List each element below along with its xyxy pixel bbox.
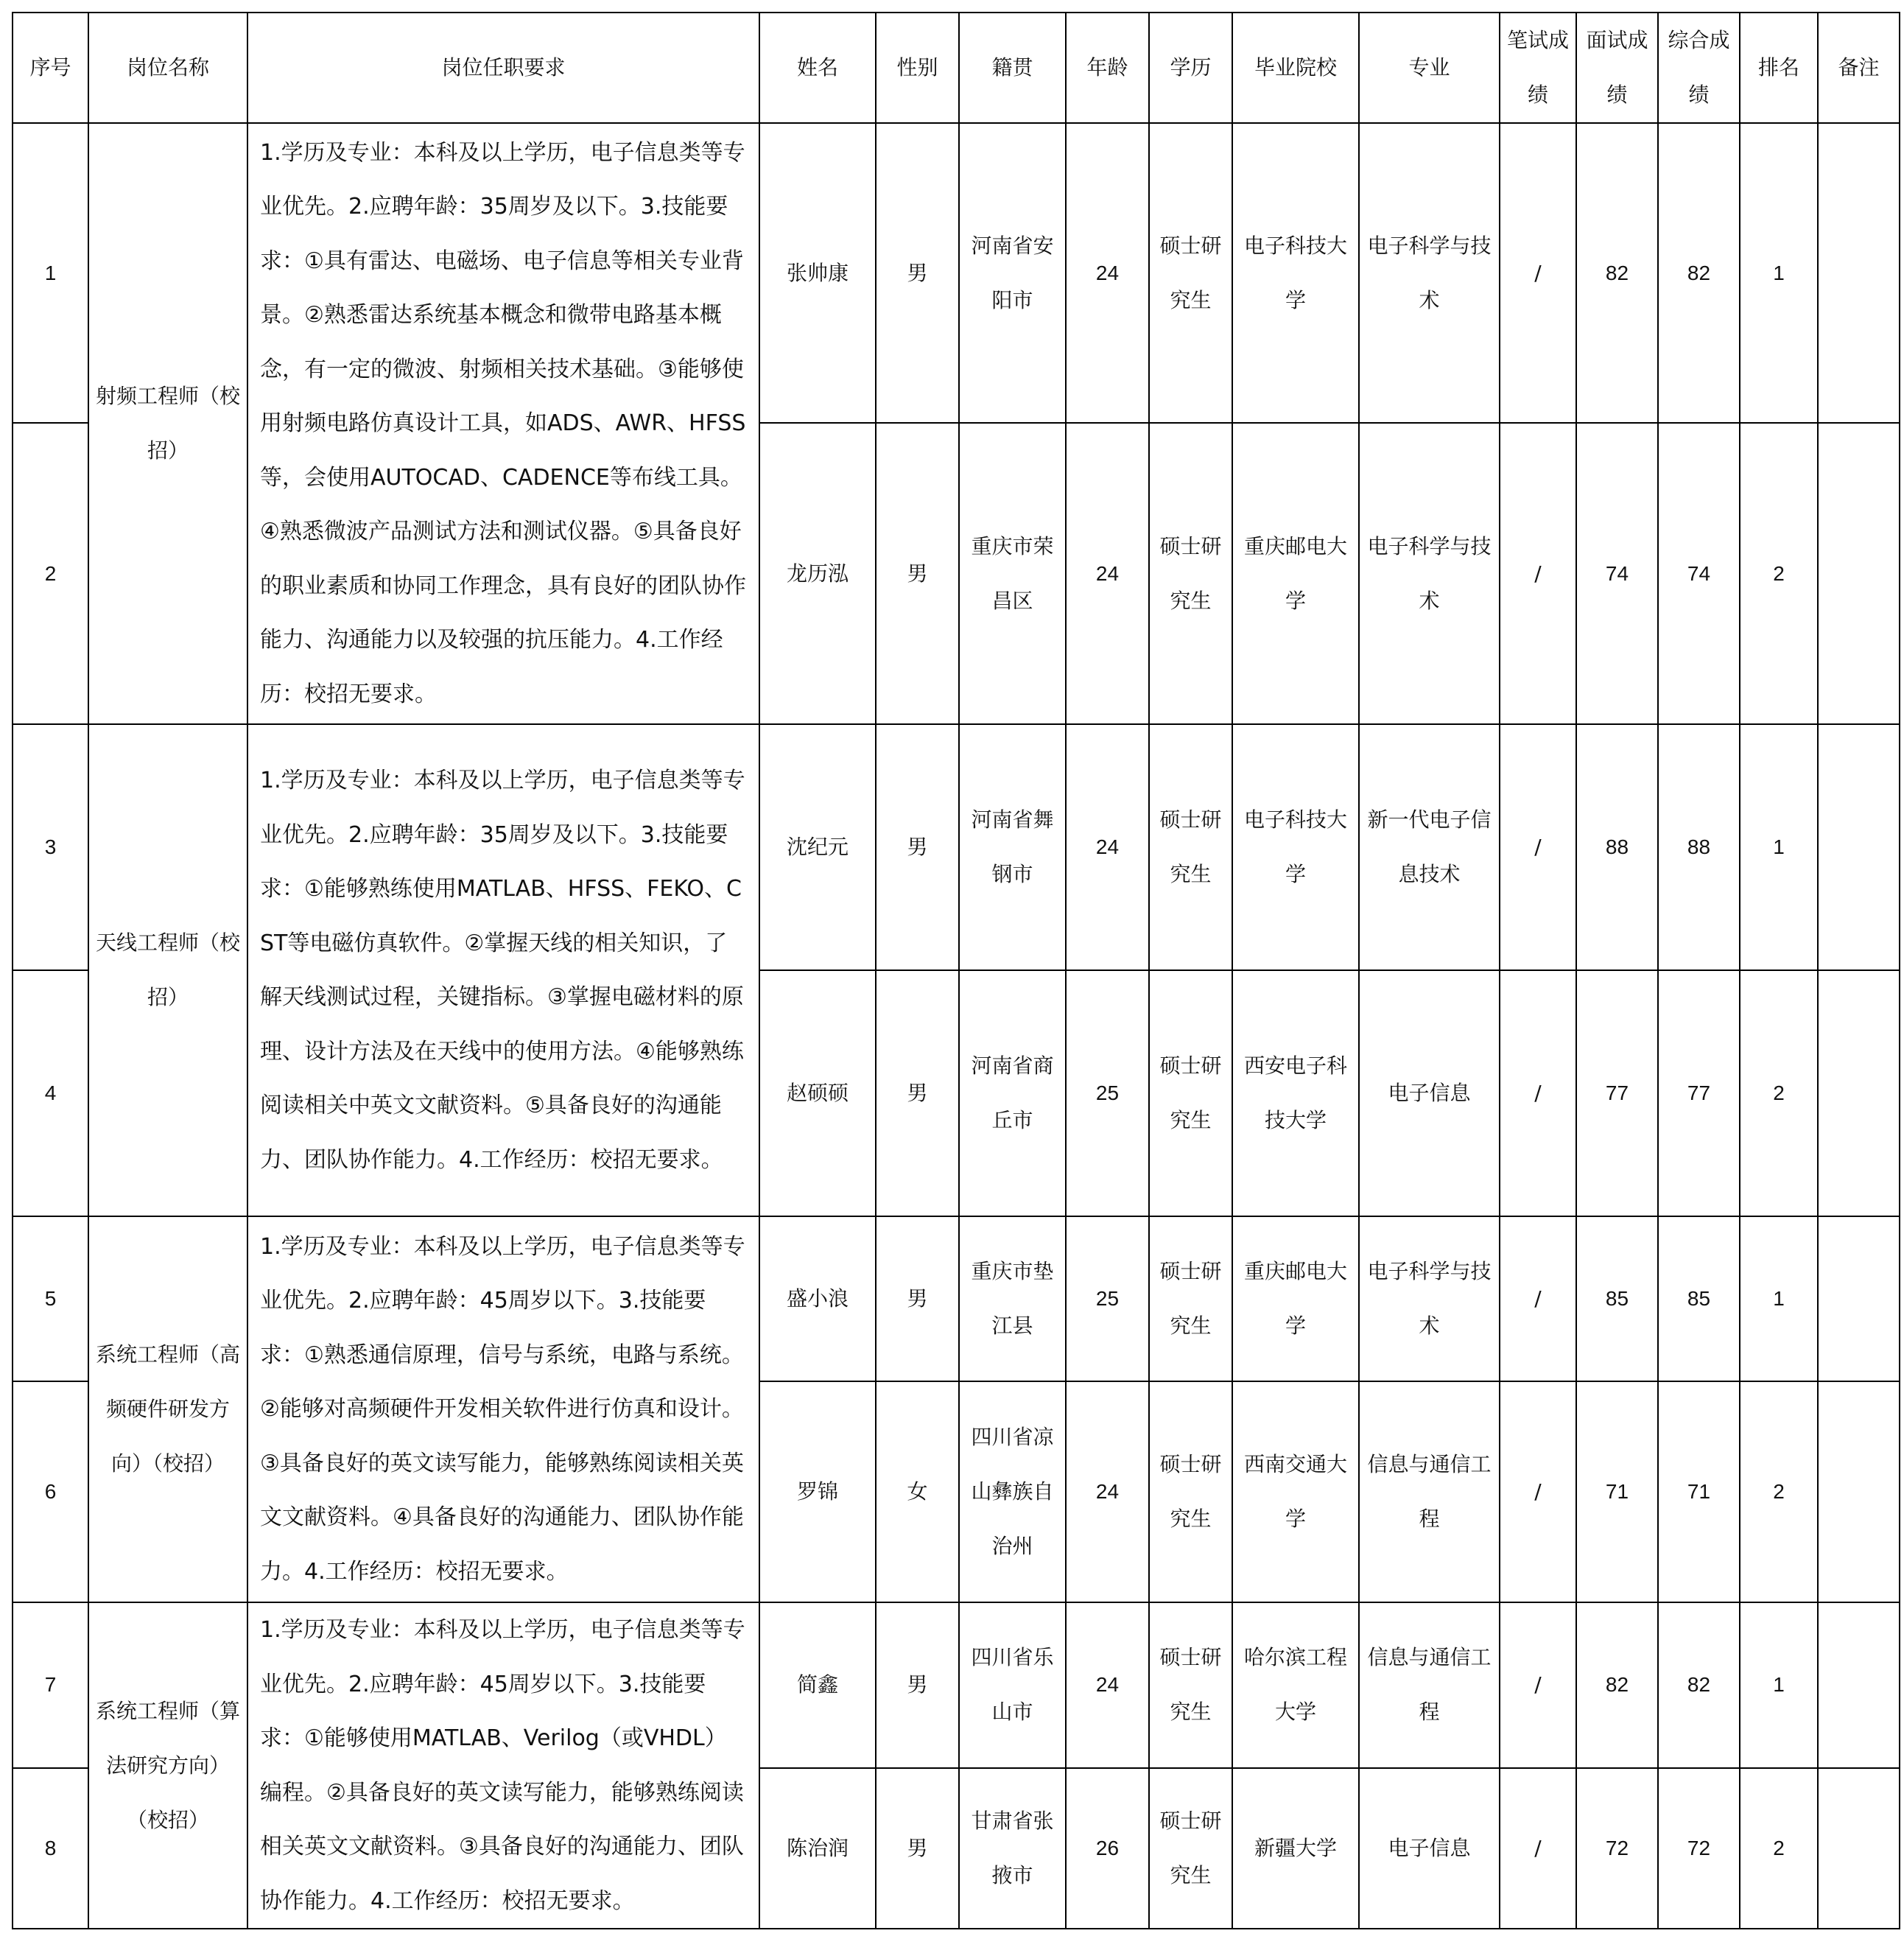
header-age: 年龄 (1066, 13, 1149, 123)
cell-education: 硕士研究生 (1149, 724, 1232, 970)
cell-rank: 1 (1740, 123, 1818, 423)
table-row (13, 724, 1900, 970)
cell-gender: 男 (876, 724, 959, 970)
cell-school: 重庆邮电大学 (1232, 423, 1359, 724)
cell-rank: 2 (1740, 423, 1818, 724)
cell-major: 信息与通信工程 (1359, 1602, 1500, 1768)
cell-gender: 男 (876, 1216, 959, 1381)
cell-rank: 2 (1740, 1768, 1818, 1929)
cell-interview: 72 (1576, 1768, 1658, 1929)
results-table (12, 12, 1900, 1929)
cell-age: 26 (1066, 1768, 1149, 1929)
cell-total: 74 (1658, 423, 1740, 724)
cell-name: 赵硕硕 (759, 970, 876, 1216)
cell-origin: 四川省乐山市 (959, 1602, 1066, 1768)
cell-age: 24 (1066, 423, 1149, 724)
cell-age: 24 (1066, 1381, 1149, 1602)
cell-written: / (1500, 1381, 1576, 1602)
header-origin: 籍贯 (959, 13, 1066, 123)
cell-interview: 82 (1576, 123, 1658, 423)
header-school: 毕业院校 (1232, 13, 1359, 123)
cell-name: 沈纪元 (759, 724, 876, 970)
cell-requirements: 1.学历及专业：本科及以上学历，电子信息类等专业优先。2.应聘年龄：45周岁以下。3.技能要求：①熟悉通信原理，信号与系统，电路与系统。②能够对高频硬件开发相关软件进行仿真和设计。③具备良好的英文读写能力，能够熟练阅读相关英文文献资料。④具备良好的沟通能力、团队协作能力。4.工作经历：校招无要求。 (247, 1216, 759, 1602)
cell-written: / (1500, 724, 1576, 970)
cell-school: 哈尔滨工程大学 (1232, 1602, 1359, 1768)
cell-position: 系统工程师（高频硬件研发方向）（校招） (88, 1216, 247, 1602)
cell-rank: 2 (1740, 1381, 1818, 1602)
cell-remark (1818, 1768, 1900, 1929)
header-seq: 序号 (13, 13, 88, 123)
cell-age: 25 (1066, 970, 1149, 1216)
cell-remark (1818, 970, 1900, 1216)
cell-rank: 2 (1740, 970, 1818, 1216)
cell-written: / (1500, 123, 1576, 423)
header-interview: 面试成绩 (1576, 13, 1658, 123)
cell-school: 电子科技大学 (1232, 724, 1359, 970)
cell-name: 盛小浪 (759, 1216, 876, 1381)
cell-written: / (1500, 1768, 1576, 1929)
cell-remark (1818, 423, 1900, 724)
cell-written: / (1500, 970, 1576, 1216)
cell-interview: 77 (1576, 970, 1658, 1216)
cell-major: 新一代电子信息技术 (1359, 724, 1500, 970)
cell-seq: 1 (13, 123, 88, 423)
cell-major: 电子科学与技术 (1359, 123, 1500, 423)
cell-education: 硕士研究生 (1149, 1768, 1232, 1929)
cell-education: 硕士研究生 (1149, 1381, 1232, 1602)
cell-total: 82 (1658, 1602, 1740, 1768)
cell-origin: 重庆市垫江县 (959, 1216, 1066, 1381)
cell-remark (1818, 123, 1900, 423)
cell-remark (1818, 1381, 1900, 1602)
cell-school: 西安电子科技大学 (1232, 970, 1359, 1216)
cell-total: 77 (1658, 970, 1740, 1216)
cell-position: 天线工程师（校招） (88, 724, 247, 1216)
cell-gender: 男 (876, 970, 959, 1216)
cell-gender: 男 (876, 1768, 959, 1929)
cell-rank: 1 (1740, 724, 1818, 970)
cell-written: / (1500, 1602, 1576, 1768)
cell-education: 硕士研究生 (1149, 1216, 1232, 1381)
cell-education: 硕士研究生 (1149, 1602, 1232, 1768)
cell-interview: 82 (1576, 1602, 1658, 1768)
cell-gender: 女 (876, 1381, 959, 1602)
cell-total: 88 (1658, 724, 1740, 970)
cell-seq: 4 (13, 970, 88, 1216)
header-education: 学历 (1149, 13, 1232, 123)
cell-position: 系统工程师（算法研究方向）（校招） (88, 1602, 247, 1929)
header-remark: 备注 (1818, 13, 1900, 123)
cell-education: 硕士研究生 (1149, 423, 1232, 724)
cell-school: 新疆大学 (1232, 1768, 1359, 1929)
cell-seq: 6 (13, 1381, 88, 1602)
header-rank: 排名 (1740, 13, 1818, 123)
table-row (13, 123, 1900, 423)
cell-remark (1818, 1216, 1900, 1381)
cell-gender: 男 (876, 123, 959, 423)
cell-major: 信息与通信工程 (1359, 1381, 1500, 1602)
cell-position: 射频工程师（校招） (88, 123, 247, 724)
header-major: 专业 (1359, 13, 1500, 123)
header-requirements: 岗位任职要求 (247, 13, 759, 123)
cell-seq: 5 (13, 1216, 88, 1381)
cell-age: 24 (1066, 123, 1149, 423)
cell-interview: 71 (1576, 1381, 1658, 1602)
header-total: 综合成绩 (1658, 13, 1740, 123)
cell-written: / (1500, 423, 1576, 724)
header-written: 笔试成绩 (1500, 13, 1576, 123)
cell-origin: 河南省商丘市 (959, 970, 1066, 1216)
cell-school: 电子科技大学 (1232, 123, 1359, 423)
cell-seq: 7 (13, 1602, 88, 1768)
cell-education: 硕士研究生 (1149, 970, 1232, 1216)
cell-total: 71 (1658, 1381, 1740, 1602)
cell-origin: 河南省舞钢市 (959, 724, 1066, 970)
header-name: 姓名 (759, 13, 876, 123)
cell-rank: 1 (1740, 1216, 1818, 1381)
cell-remark (1818, 1602, 1900, 1768)
cell-education: 硕士研究生 (1149, 123, 1232, 423)
cell-name: 龙历泓 (759, 423, 876, 724)
cell-seq: 3 (13, 724, 88, 970)
cell-origin: 四川省凉山彝族自治州 (959, 1381, 1066, 1602)
cell-written: / (1500, 1216, 1576, 1381)
cell-school: 重庆邮电大学 (1232, 1216, 1359, 1381)
cell-interview: 74 (1576, 423, 1658, 724)
cell-gender: 男 (876, 423, 959, 724)
cell-major: 电子信息 (1359, 1768, 1500, 1929)
cell-age: 24 (1066, 724, 1149, 970)
cell-requirements: 1.学历及专业：本科及以上学历，电子信息类等专业优先。2.应聘年龄：35周岁及以下。3.技能要求：①能够熟练使用MATLAB、HFSS、FEKO、CST等电磁仿真软件。②掌握天线的相关知识，了解天线测试过程，关键指标。③掌握电磁材料的原理、设计方法及在天线中的使用方法。④能够熟练阅读相关中英文文献资料。⑤具备良好的沟通能力、团队协作能力。4.工作经历：校招无要求。 (247, 724, 759, 1216)
cell-school: 西南交通大学 (1232, 1381, 1359, 1602)
cell-age: 24 (1066, 1602, 1149, 1768)
header-gender: 性别 (876, 13, 959, 123)
cell-major: 电子科学与技术 (1359, 1216, 1500, 1381)
cell-interview: 88 (1576, 724, 1658, 970)
cell-total: 72 (1658, 1768, 1740, 1929)
cell-name: 张帅康 (759, 123, 876, 423)
cell-remark (1818, 724, 1900, 970)
cell-total: 82 (1658, 123, 1740, 423)
table-row (13, 1602, 1900, 1768)
cell-major: 电子科学与技术 (1359, 423, 1500, 724)
cell-requirements: 1.学历及专业：本科及以上学历，电子信息类等专业优先。2.应聘年龄：45周岁以下。3.技能要求：①能够使用MATLAB、Verilog（或VHDL）编程。②具备良好的英文读写能力，能够熟练阅读相关英文文献资料。③具备良好的沟通能力、团队协作能力。4.工作经历：校招无要求。 (247, 1602, 759, 1929)
cell-total: 85 (1658, 1216, 1740, 1381)
cell-major: 电子信息 (1359, 970, 1500, 1216)
cell-requirements: 1.学历及专业：本科及以上学历，电子信息类等专业优先。2.应聘年龄：35周岁及以下。3.技能要求：①具有雷达、电磁场、电子信息等相关专业背景。②熟悉雷达系统基本概念和微带电路基本概念，有一定的微波、射频相关技术基础。③能够使用射频电路仿真设计工具，如ADS、AWR、HFSS等，会使用AUTOCAD、CADENCE等布线工具。④熟悉微波产品测试方法和测试仪器。⑤具备良好的职业素质和协同工作理念，具有良好的团队协作能力、沟通能力以及较强的抗压能力。4.工作经历：校招无要求。 (247, 123, 759, 724)
header-row (13, 13, 1900, 123)
table-row (13, 1216, 1900, 1381)
header-position: 岗位名称 (88, 13, 247, 123)
cell-interview: 85 (1576, 1216, 1658, 1381)
cell-name: 陈治润 (759, 1768, 876, 1929)
cell-age: 25 (1066, 1216, 1149, 1381)
cell-origin: 重庆市荣昌区 (959, 423, 1066, 724)
cell-seq: 2 (13, 423, 88, 724)
cell-origin: 甘肃省张掖市 (959, 1768, 1066, 1929)
cell-gender: 男 (876, 1602, 959, 1768)
cell-name: 简鑫 (759, 1602, 876, 1768)
cell-rank: 1 (1740, 1602, 1818, 1768)
cell-origin: 河南省安阳市 (959, 123, 1066, 423)
cell-name: 罗锦 (759, 1381, 876, 1602)
cell-seq: 8 (13, 1768, 88, 1929)
